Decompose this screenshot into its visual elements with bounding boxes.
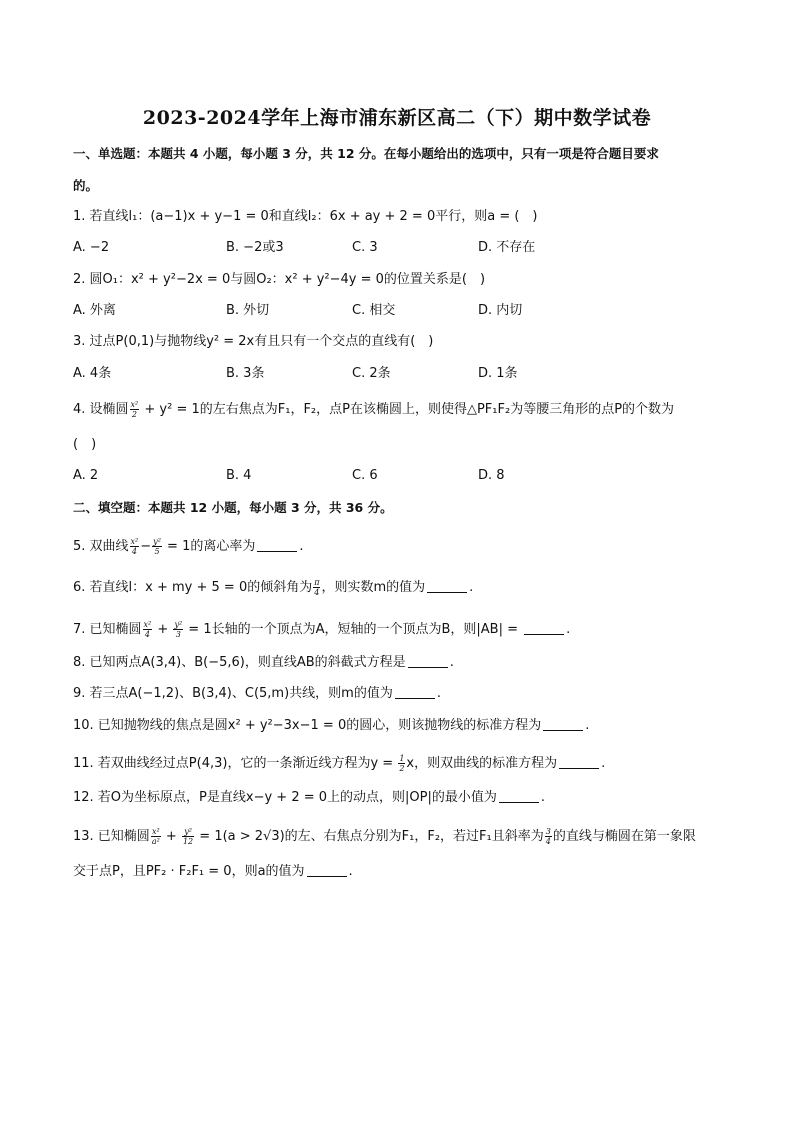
q7-prefix: 7. 已知椭圆: [73, 622, 142, 637]
answer-blank[interactable]: [395, 686, 435, 699]
frac-num: π: [314, 578, 320, 587]
q4-suffix: + y² = 1的左右焦点为F₁，F₂，点P在该椭圆上，则使得△PF₁F₂为等腰三角形的点P的个数为: [140, 402, 675, 417]
answer-blank[interactable]: [543, 718, 583, 731]
q12-text: 12. 若O为坐标原点，P是直线x−y + 2 = 0上的动点，则|OP|的最小值为: [73, 790, 497, 805]
question-8: [73, 655, 454, 671]
frac-num: x²: [130, 537, 139, 546]
q11-end: .: [601, 756, 606, 771]
answer-blank[interactable]: [524, 622, 564, 635]
q6-prefix: 6. 若直线l：x + my + 5 = 0的倾斜角为: [73, 580, 313, 595]
q7-end: .: [566, 622, 571, 637]
answer-blank[interactable]: [257, 539, 297, 552]
fraction-x2-over-a2: [151, 827, 161, 846]
question-12: [73, 790, 545, 806]
q11-prefix: 11. 若双曲线经过点P(4,3)，它的一条渐近线方程为y =: [73, 756, 398, 771]
q4-option-b: B. 4: [226, 468, 252, 483]
frac-den: 4: [131, 547, 137, 556]
q4-option-c: C. 6: [352, 468, 378, 483]
question-7: 7. 已知椭圆 $\frac{\text{x²}}{4}$ + $\frac{\text{y²}}{3}$ = 1长轴的一个顶点为A，短轴的一个顶点为B，则|AB| = .: [73, 620, 571, 639]
frac-num: y²: [182, 827, 194, 837]
frac-num: x²: [151, 827, 160, 836]
question-4: [73, 400, 674, 419]
q2-option-a: A. 外离: [73, 303, 116, 318]
question-6: [73, 578, 473, 597]
q12-end: .: [540, 790, 545, 805]
q6-suffix: ，则实数m的值为: [321, 580, 426, 595]
fraction-x2-over-4: [143, 620, 153, 639]
question-10: [73, 718, 589, 734]
section-1-header: 一、单选题：本题共 4 小题，每小题 3 分，共 12 分。在每小题给出的选项中，只有一项是符合题目要求: [73, 146, 659, 161]
frac-num: x²: [143, 620, 152, 629]
fraction-1-over-2: [398, 754, 405, 773]
q3-option-d: D. 1条: [478, 366, 518, 381]
frac-num: 3: [545, 827, 551, 836]
question-4-cont: ( ): [73, 437, 97, 452]
q9-end: .: [436, 686, 441, 701]
answer-blank[interactable]: [559, 756, 599, 769]
frac-den: 12: [182, 837, 194, 846]
q1-option-b: B. −2或3: [226, 240, 284, 255]
frac-num: x²: [130, 400, 139, 409]
q10-end: .: [585, 718, 590, 733]
frac-num: 1: [399, 754, 405, 763]
answer-blank[interactable]: [427, 580, 467, 593]
fraction-y2-over-12: [182, 827, 194, 846]
q9-text: 9. 若三点A(−1,2)、B(3,4)、C(5,m)共线，则m的值为: [73, 686, 393, 701]
q1-option-a: A. −2: [73, 240, 110, 255]
q5-suffix: = 1的离心率为: [162, 539, 256, 554]
q1-option-c: C. 3: [352, 240, 378, 255]
q13-prefix: 13. 已知椭圆: [73, 829, 150, 844]
question-9: [73, 686, 441, 702]
q2-option-b: B. 外切: [226, 303, 270, 318]
question-13-cont: [73, 864, 353, 880]
answer-blank[interactable]: [307, 864, 347, 877]
q13-line2: 交于点P，且PF₂ · F₂F₁ = 0，则a的值为: [73, 864, 305, 879]
frac-num: y²: [153, 537, 161, 546]
q13-middle: = 1(a > 2√3)的左、右焦点分别为F₁，F₂，若过F₁且斜率为: [195, 829, 544, 844]
fraction-y2-over-3: [173, 620, 183, 639]
q4-option-a: A. 2: [73, 468, 99, 483]
q13-suffix: 的直线与椭圆在第一象限: [552, 829, 696, 844]
fraction-x2-over-2: [130, 400, 140, 419]
q13-end: .: [348, 864, 353, 879]
q4-prefix: 4. 设椭圆: [73, 402, 129, 417]
q11-suffix: x，则双曲线的标准方程为: [406, 756, 558, 771]
question-11: [73, 754, 605, 773]
page-title: 2023-2024学年上海市浦东新区高二（下）期中数学试卷: [142, 107, 652, 129]
question-2: 2. 圆O₁：x² + y²−2x = 0与圆O₂：x² + y²−4y = 0的位置关系是( ): [73, 272, 486, 287]
q5-prefix: 5. 双曲线: [73, 539, 129, 554]
section-2-header: 二、填空题：本题共 12 小题，每小题 3 分，共 36 分。: [73, 500, 393, 515]
answer-blank[interactable]: [408, 655, 448, 668]
q4-option-d: D. 8: [478, 468, 505, 483]
question-1: 1. 若直线l₁：(a−1)x + y−1 = 0和直线l₂：6x + ay + 2 = 0平行，则a = ( ): [73, 209, 538, 224]
q3-option-a: A. 4条: [73, 366, 112, 381]
q3-option-b: B. 3条: [226, 366, 265, 381]
frac-den: 5: [154, 547, 160, 556]
frac-den: 4: [545, 837, 551, 846]
fraction-y2-over-5: [152, 537, 162, 556]
q3-option-c: C. 2条: [352, 366, 391, 381]
frac-den: 2: [399, 764, 405, 773]
frac-den: a²: [151, 837, 160, 846]
question-5: 5. 双曲线 $\frac{\text{x²}}{4}$ − $\frac{\text{y²}}{5}$ = 1的离心率为 .: [73, 537, 304, 556]
answer-blank[interactable]: [499, 790, 539, 803]
q2-option-d: D. 内切: [478, 303, 523, 318]
frac-den: 4: [314, 588, 320, 597]
frac-den: 4: [144, 630, 150, 639]
question-13: 13. 已知椭圆 $\frac{\text{x²}}{\text{a²}}$ + $\frac{\text{y²}}{12}$ = 1(a > 2√3)的左、右焦点分别为F₁，F₂，若过F₁且斜率为 $\frac{3}{4}$ 的直线与椭圆在第一象限: [73, 827, 696, 846]
frac-den: 2: [131, 410, 137, 419]
fraction-x2-over-4: [130, 537, 140, 556]
q6-end: .: [469, 580, 474, 595]
q10-text: 10. 已知抛物线的焦点是圆x² + y²−3x−1 = 0的圆心，则该抛物线的标准方程为: [73, 718, 542, 733]
q1-option-d: D. 不存在: [478, 240, 536, 255]
fraction-pi-over-4: [313, 578, 320, 597]
q5-end: .: [299, 539, 304, 554]
frac-num: y²: [174, 620, 183, 629]
section-1-header-cont: 的。: [73, 178, 99, 193]
q2-option-c: C. 相交: [352, 303, 396, 318]
fraction-3-over-4: [545, 827, 552, 846]
q8-end: .: [449, 655, 454, 670]
frac-den: 3: [175, 630, 181, 639]
q8-text: 8. 已知两点A(3,4)、B(−5,6)，则直线AB的斜截式方程是: [73, 655, 406, 670]
q7-suffix: = 1长轴的一个顶点为A，短轴的一个顶点为B，则|AB| =: [184, 622, 523, 637]
question-3: 3. 过点P(0,1)与抛物线y² = 2x有且只有一个交点的直线有( ): [73, 334, 434, 349]
